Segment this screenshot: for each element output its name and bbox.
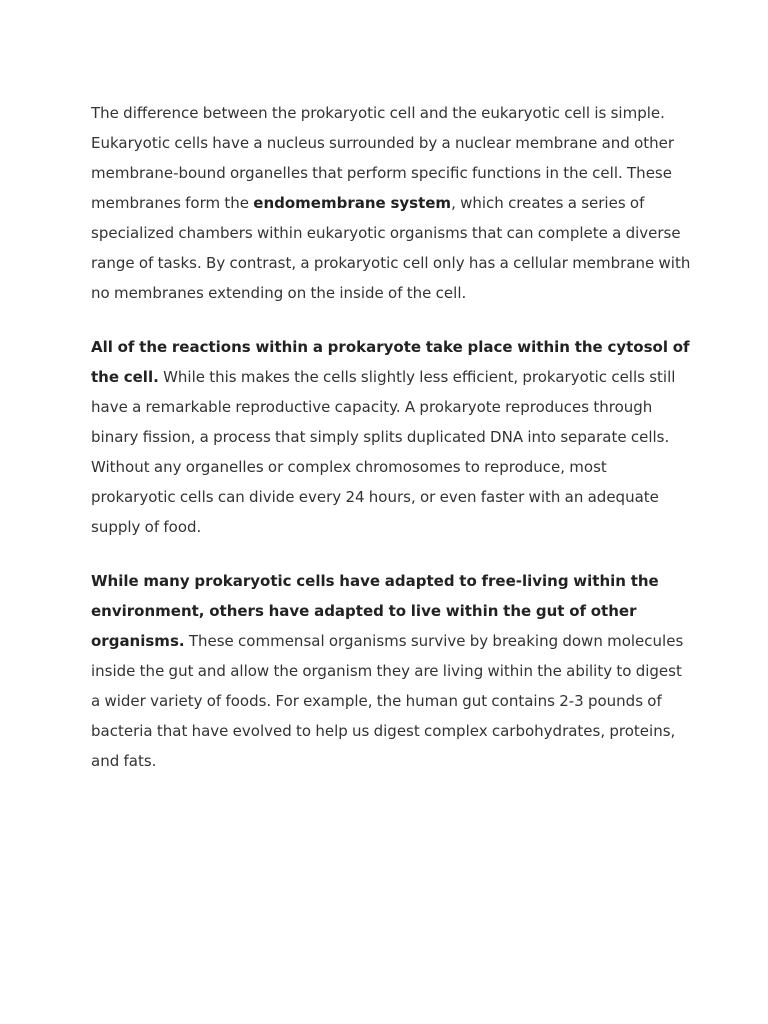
paragraph-text: These commensal organisms survive by breaking down molecules inside the gut and allow the organism they are living within the ability to digest a wider variety of foods. For example, the human gut contains 2-3 pounds of bacteria that have evolved to help us digest complex carbohydrates, proteins, and fats.: [91, 632, 684, 770]
paragraph-prokaryote-reactions: [91, 332, 691, 542]
paragraph-text: While this makes the cells slightly less efficient, prokaryotic cells still have a remarkable reproductive capacity. A prokaryote reproduces through binary fission, a process that simply splits duplicated DNA into separate cells. Without any organelles or complex chromosomes to reproduce, most prokaryotic cells can divide every 24 hours, or even faster with an adequate supply of food.: [91, 368, 676, 536]
bold-lead-sentence: All of the reactions within a prokaryote take place within the cytosol of the cell.: [91, 338, 690, 386]
document-page: [91, 98, 691, 800]
paragraph-text: , which creates a series of specialized chambers within eukaryotic organisms that can complete a diverse range of tasks. By contrast, a prokaryotic cell only has a cellular membrane with no membranes extending on the inside of the cell.: [91, 194, 691, 302]
paragraph-text: The difference between the prokaryotic cell and the eukaryotic cell is simple. Eukaryotic cells have a nucleus surrounded by a nuclear membrane and other membrane-bound organelles that perform specific functions in the cell. These membranes form the: [91, 104, 675, 212]
bold-lead-sentence: While many prokaryotic cells have adapted to free-living within the environment, others have adapted to live within the gut of other organisms.: [91, 572, 659, 650]
paragraph-eukaryotic-difference: [91, 98, 691, 308]
paragraph-commensal-prokaryotes: [91, 566, 691, 776]
bold-term-endomembrane-system: endomembrane system: [253, 194, 452, 212]
